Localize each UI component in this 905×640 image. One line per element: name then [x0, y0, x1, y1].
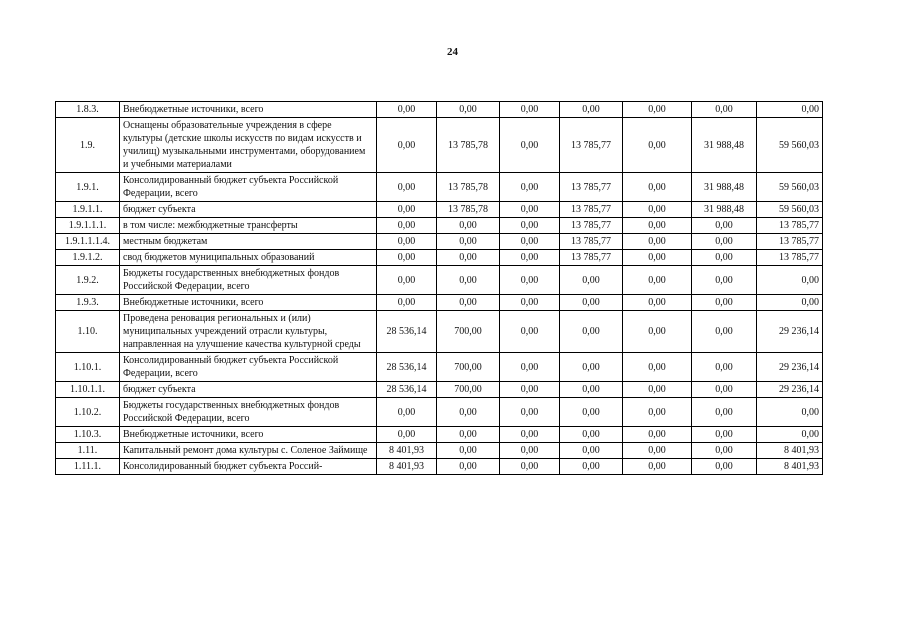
value-cell: 0,00: [692, 250, 757, 266]
table-row: [56, 311, 823, 353]
value-cell: 0,00: [500, 353, 560, 382]
row-number: 1.9.1.1.1.4.: [56, 234, 120, 250]
value-cell: 700,00: [437, 353, 500, 382]
row-number: 1.11.1.: [56, 459, 120, 475]
value-cell: 0,00: [560, 295, 623, 311]
value-cell: 0,00: [437, 218, 500, 234]
value-cell: 0,00: [377, 427, 437, 443]
row-number: 1.9.1.2.: [56, 250, 120, 266]
value-cell: 0,00: [560, 459, 623, 475]
value-cell: 0,00: [377, 398, 437, 427]
table-row: [56, 250, 823, 266]
row-name: Бюджеты государственных внебюджетных фондов Российской Федерации, всего: [120, 266, 377, 295]
value-cell: 0,00: [692, 427, 757, 443]
value-cell: 0,00: [377, 250, 437, 266]
budget-table: [55, 101, 823, 475]
row-number: 1.9.3.: [56, 295, 120, 311]
value-cell: 29 236,14: [757, 311, 823, 353]
row-name: в том числе: межбюджетные трансферты: [120, 218, 377, 234]
value-cell: 0,00: [500, 459, 560, 475]
table-row: [56, 459, 823, 475]
row-name: свод бюджетов муниципальных образований: [120, 250, 377, 266]
row-number: 1.10.1.1.: [56, 382, 120, 398]
table-row: [56, 173, 823, 202]
value-cell: 0,00: [692, 443, 757, 459]
value-cell: 0,00: [692, 398, 757, 427]
value-cell: 0,00: [500, 398, 560, 427]
value-cell: 31 988,48: [692, 173, 757, 202]
row-number: 1.10.2.: [56, 398, 120, 427]
table-row: [56, 266, 823, 295]
value-cell: 13 785,77: [560, 218, 623, 234]
row-number: 1.11.: [56, 443, 120, 459]
table-row: [56, 295, 823, 311]
value-cell: 0,00: [623, 118, 692, 173]
row-name: бюджет субъекта: [120, 202, 377, 218]
value-cell: 0,00: [377, 173, 437, 202]
row-name: Бюджеты государственных внебюджетных фондов Российской Федерации, всего: [120, 398, 377, 427]
value-cell: 0,00: [377, 266, 437, 295]
row-name: Проведена реновация региональных и (или) муниципальных учреждений отрасли культуры, направленная на улучшение качества культурной среды: [120, 311, 377, 353]
value-cell: 8 401,93: [377, 459, 437, 475]
value-cell: 8 401,93: [377, 443, 437, 459]
row-name: Внебюджетные источники, всего: [120, 295, 377, 311]
value-cell: 59 560,03: [757, 173, 823, 202]
row-number: 1.9.1.1.1.: [56, 218, 120, 234]
value-cell: 13 785,77: [757, 250, 823, 266]
row-name: Консолидированный бюджет субъекта Российской Федерации, всего: [120, 173, 377, 202]
value-cell: 31 988,48: [692, 202, 757, 218]
value-cell: 0,00: [377, 295, 437, 311]
value-cell: 0,00: [560, 353, 623, 382]
row-name: бюджет субъекта: [120, 382, 377, 398]
row-number: 1.9.2.: [56, 266, 120, 295]
row-name: Консолидированный бюджет субъекта Российской Федерации, всего: [120, 353, 377, 382]
value-cell: 13 785,77: [560, 250, 623, 266]
value-cell: 0,00: [437, 459, 500, 475]
value-cell: 0,00: [623, 382, 692, 398]
value-cell: 29 236,14: [757, 353, 823, 382]
value-cell: 0,00: [377, 202, 437, 218]
value-cell: 0,00: [623, 311, 692, 353]
value-cell: 0,00: [500, 311, 560, 353]
value-cell: 28 536,14: [377, 382, 437, 398]
value-cell: 0,00: [623, 173, 692, 202]
value-cell: 13 785,77: [560, 234, 623, 250]
table-row: [56, 218, 823, 234]
row-number: 1.9.: [56, 118, 120, 173]
row-number: 1.9.1.1.: [56, 202, 120, 218]
value-cell: 0,00: [623, 218, 692, 234]
value-cell: 0,00: [692, 218, 757, 234]
value-cell: 0,00: [757, 398, 823, 427]
value-cell: 0,00: [500, 218, 560, 234]
value-cell: 0,00: [623, 102, 692, 118]
value-cell: 0,00: [500, 427, 560, 443]
value-cell: 0,00: [437, 398, 500, 427]
value-cell: 0,00: [560, 311, 623, 353]
row-number: 1.10.1.: [56, 353, 120, 382]
value-cell: 0,00: [560, 398, 623, 427]
row-name: местным бюджетам: [120, 234, 377, 250]
value-cell: 0,00: [500, 234, 560, 250]
value-cell: 0,00: [692, 234, 757, 250]
value-cell: 0,00: [623, 443, 692, 459]
row-name: Внебюджетные источники, всего: [120, 102, 377, 118]
value-cell: 0,00: [500, 102, 560, 118]
value-cell: 0,00: [692, 353, 757, 382]
value-cell: 0,00: [560, 427, 623, 443]
value-cell: 0,00: [500, 250, 560, 266]
value-cell: 0,00: [377, 118, 437, 173]
value-cell: 13 785,78: [437, 118, 500, 173]
value-cell: 0,00: [437, 234, 500, 250]
value-cell: 0,00: [692, 311, 757, 353]
value-cell: 0,00: [623, 459, 692, 475]
value-cell: 0,00: [757, 266, 823, 295]
value-cell: 13 785,78: [437, 202, 500, 218]
table-row: [56, 118, 823, 173]
row-number: 1.10.: [56, 311, 120, 353]
value-cell: 0,00: [757, 295, 823, 311]
value-cell: 0,00: [692, 295, 757, 311]
row-name: Оснащены образовательные учреждения в сфере культуры (детские школы искусств по видам искусств и училищ) музыкальными инструментами, оборудованием и учебными материалами: [120, 118, 377, 173]
table-row: [56, 382, 823, 398]
value-cell: 0,00: [377, 102, 437, 118]
value-cell: 0,00: [623, 353, 692, 382]
value-cell: 700,00: [437, 382, 500, 398]
page-number: 24: [447, 46, 458, 58]
value-cell: 0,00: [560, 382, 623, 398]
value-cell: 0,00: [437, 427, 500, 443]
table-row: [56, 427, 823, 443]
table-row: [56, 234, 823, 250]
table-row: [56, 353, 823, 382]
value-cell: 0,00: [623, 398, 692, 427]
table-row: [56, 443, 823, 459]
table-body: [56, 102, 823, 475]
value-cell: 0,00: [500, 266, 560, 295]
value-cell: 8 401,93: [757, 459, 823, 475]
value-cell: 0,00: [500, 173, 560, 202]
value-cell: 0,00: [623, 250, 692, 266]
value-cell: 28 536,14: [377, 311, 437, 353]
value-cell: 13 785,78: [437, 173, 500, 202]
value-cell: 0,00: [692, 382, 757, 398]
value-cell: 0,00: [377, 218, 437, 234]
value-cell: 0,00: [437, 443, 500, 459]
value-cell: 13 785,77: [560, 118, 623, 173]
value-cell: 0,00: [560, 443, 623, 459]
table-row: [56, 102, 823, 118]
value-cell: 0,00: [623, 266, 692, 295]
value-cell: 0,00: [757, 427, 823, 443]
value-cell: 13 785,77: [560, 173, 623, 202]
value-cell: 59 560,03: [757, 202, 823, 218]
value-cell: 0,00: [757, 102, 823, 118]
value-cell: 8 401,93: [757, 443, 823, 459]
value-cell: 0,00: [437, 102, 500, 118]
row-number: 1.8.3.: [56, 102, 120, 118]
value-cell: 31 988,48: [692, 118, 757, 173]
row-number: 1.10.3.: [56, 427, 120, 443]
value-cell: 29 236,14: [757, 382, 823, 398]
value-cell: 0,00: [377, 234, 437, 250]
value-cell: 0,00: [437, 250, 500, 266]
value-cell: 0,00: [560, 266, 623, 295]
value-cell: 0,00: [500, 202, 560, 218]
value-cell: 0,00: [437, 266, 500, 295]
table-row: [56, 398, 823, 427]
value-cell: 13 785,77: [757, 218, 823, 234]
table-row: [56, 202, 823, 218]
row-name: Капитальный ремонт дома культуры с. Соленое Займище: [120, 443, 377, 459]
value-cell: 0,00: [437, 295, 500, 311]
row-name: Консолидированный бюджет субъекта Россий-: [120, 459, 377, 475]
value-cell: 0,00: [692, 102, 757, 118]
value-cell: 59 560,03: [757, 118, 823, 173]
value-cell: 13 785,77: [757, 234, 823, 250]
row-number: 1.9.1.: [56, 173, 120, 202]
value-cell: 700,00: [437, 311, 500, 353]
value-cell: 0,00: [623, 234, 692, 250]
value-cell: 0,00: [623, 202, 692, 218]
value-cell: 0,00: [560, 102, 623, 118]
value-cell: 0,00: [623, 427, 692, 443]
value-cell: 0,00: [692, 459, 757, 475]
value-cell: 0,00: [623, 295, 692, 311]
value-cell: 0,00: [500, 382, 560, 398]
value-cell: 0,00: [500, 443, 560, 459]
value-cell: 13 785,77: [560, 202, 623, 218]
row-name: Внебюджетные источники, всего: [120, 427, 377, 443]
value-cell: 28 536,14: [377, 353, 437, 382]
value-cell: 0,00: [500, 118, 560, 173]
value-cell: 0,00: [500, 295, 560, 311]
value-cell: 0,00: [692, 266, 757, 295]
